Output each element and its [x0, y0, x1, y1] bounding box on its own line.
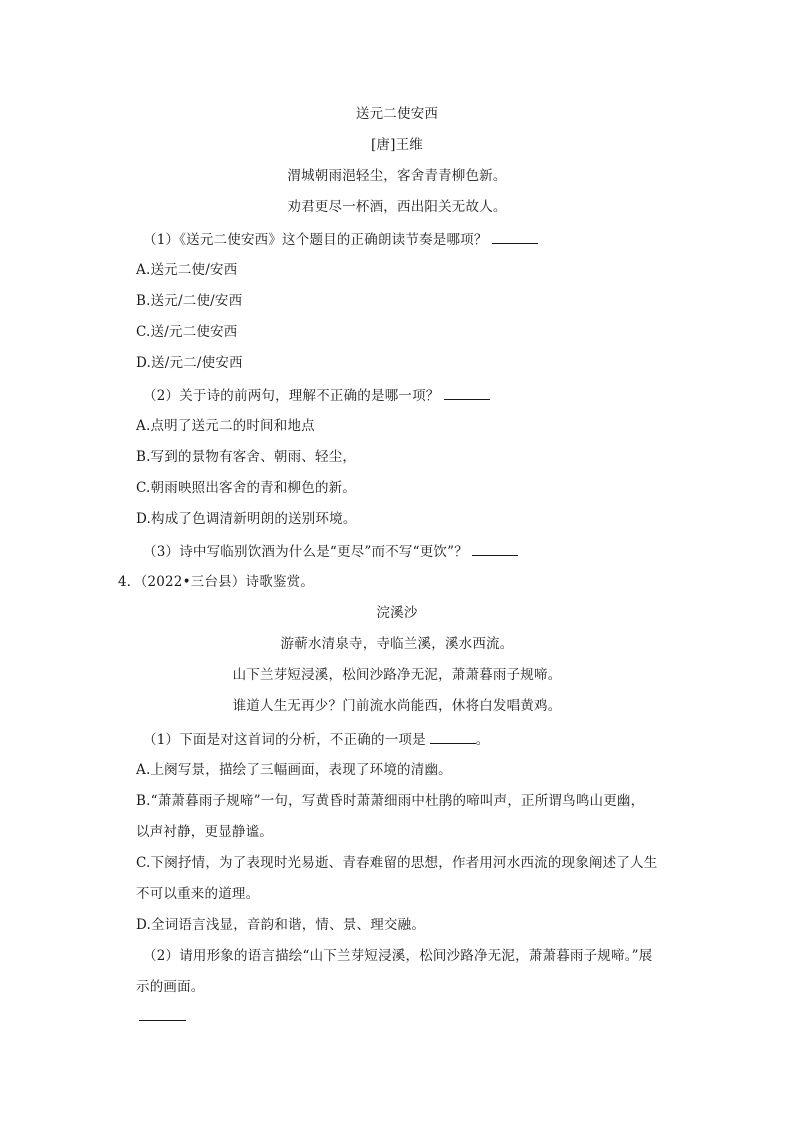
question-stem: （1）下面是对这首词的分析，不正确的一项是 [143, 732, 426, 748]
poem-author: [唐]王维 [370, 137, 424, 153]
problem-4-heading: 4．（2022•三台县）诗歌鉴赏。 [118, 574, 315, 590]
option-c-continued: 不可以重来的道理。 [136, 886, 260, 902]
option-b-continued: 以声衬静，更显静谧。 [136, 824, 273, 840]
question-3 [143, 541, 518, 562]
poem-line: 游蕲水清泉寺，寺临兰溪，溪水西流。 [280, 636, 514, 652]
option-d: D.全词语言浅显，音韵和谐，情、景、理交融。 [136, 917, 426, 933]
answer-blank[interactable] [139, 1020, 186, 1021]
subquestion-1 [143, 729, 490, 750]
question-stem: （3）诗中写临别饮酒为什么是“更尽”而不写“更饮”？ [143, 544, 468, 560]
question-stem: （1）《送元二使安西》这个题目的正确朗读节奏是哪项？ [143, 232, 488, 248]
poem-line: 谁道人生无再少？门前流水尚能西，休将白发唱黄鸡。 [232, 698, 562, 714]
poem-line: 劝君更尽一杯酒，西出阳关无故人。 [287, 199, 507, 215]
question-1 [143, 229, 538, 250]
option-b: B.写到的景物有客舍、朝雨、轻尘， [136, 449, 357, 465]
question-stem: （2）关于诗的前两句，理解不正确的是哪一项？ [143, 388, 440, 404]
option-a: A.上阕写景，描绘了三幅画面，表现了环境的清幽。 [136, 762, 452, 778]
question-stem-end: 。 [475, 732, 490, 748]
poem-line: 山下兰芽短浸溪，松间沙路净无泥，萧萧暮雨子规啼。 [232, 667, 562, 683]
subquestion-2: （2）请用形象的语言描绘“山下兰芽短浸溪，松间沙路净无泥，萧萧暮雨子规啼。”展 [143, 948, 653, 964]
poem-title: 送元二使安西 [355, 106, 439, 122]
answer-blank[interactable] [444, 385, 490, 400]
poem-title: 浣溪沙 [376, 605, 418, 621]
option-b: B.送元/二使/安西 [136, 293, 243, 309]
option-d: D.送/元二/使安西 [136, 355, 243, 371]
answer-blank[interactable] [492, 229, 538, 244]
subquestion-2-continued: 示的画面。 [136, 979, 205, 995]
option-a: A.送元二使/安西 [136, 262, 238, 278]
answer-blank[interactable] [430, 729, 476, 744]
option-b: B.“萧萧暮雨子规啼”一句，写黄昏时萧萧细雨中杜鹃的啼叫声，正所谓鸟鸣山更幽， [136, 793, 645, 809]
option-c: C.朝雨映照出客舍的青和柳色的新。 [136, 480, 357, 496]
option-c: C.下阕抒情，为了表现时光易逝、青春难留的思想，作者用河水西流的现象阐述了人生 [136, 855, 658, 871]
option-d: D.构成了色调清新明朗的送别环境。 [136, 511, 357, 527]
answer-blank[interactable] [472, 541, 518, 556]
poem-line: 渭城朝雨浥轻尘，客舍青青柳色新。 [287, 168, 507, 184]
option-a: A.点明了送元二的时间和地点 [136, 418, 315, 434]
question-2 [143, 385, 490, 406]
option-c: C.送/元二使安西 [136, 324, 238, 340]
